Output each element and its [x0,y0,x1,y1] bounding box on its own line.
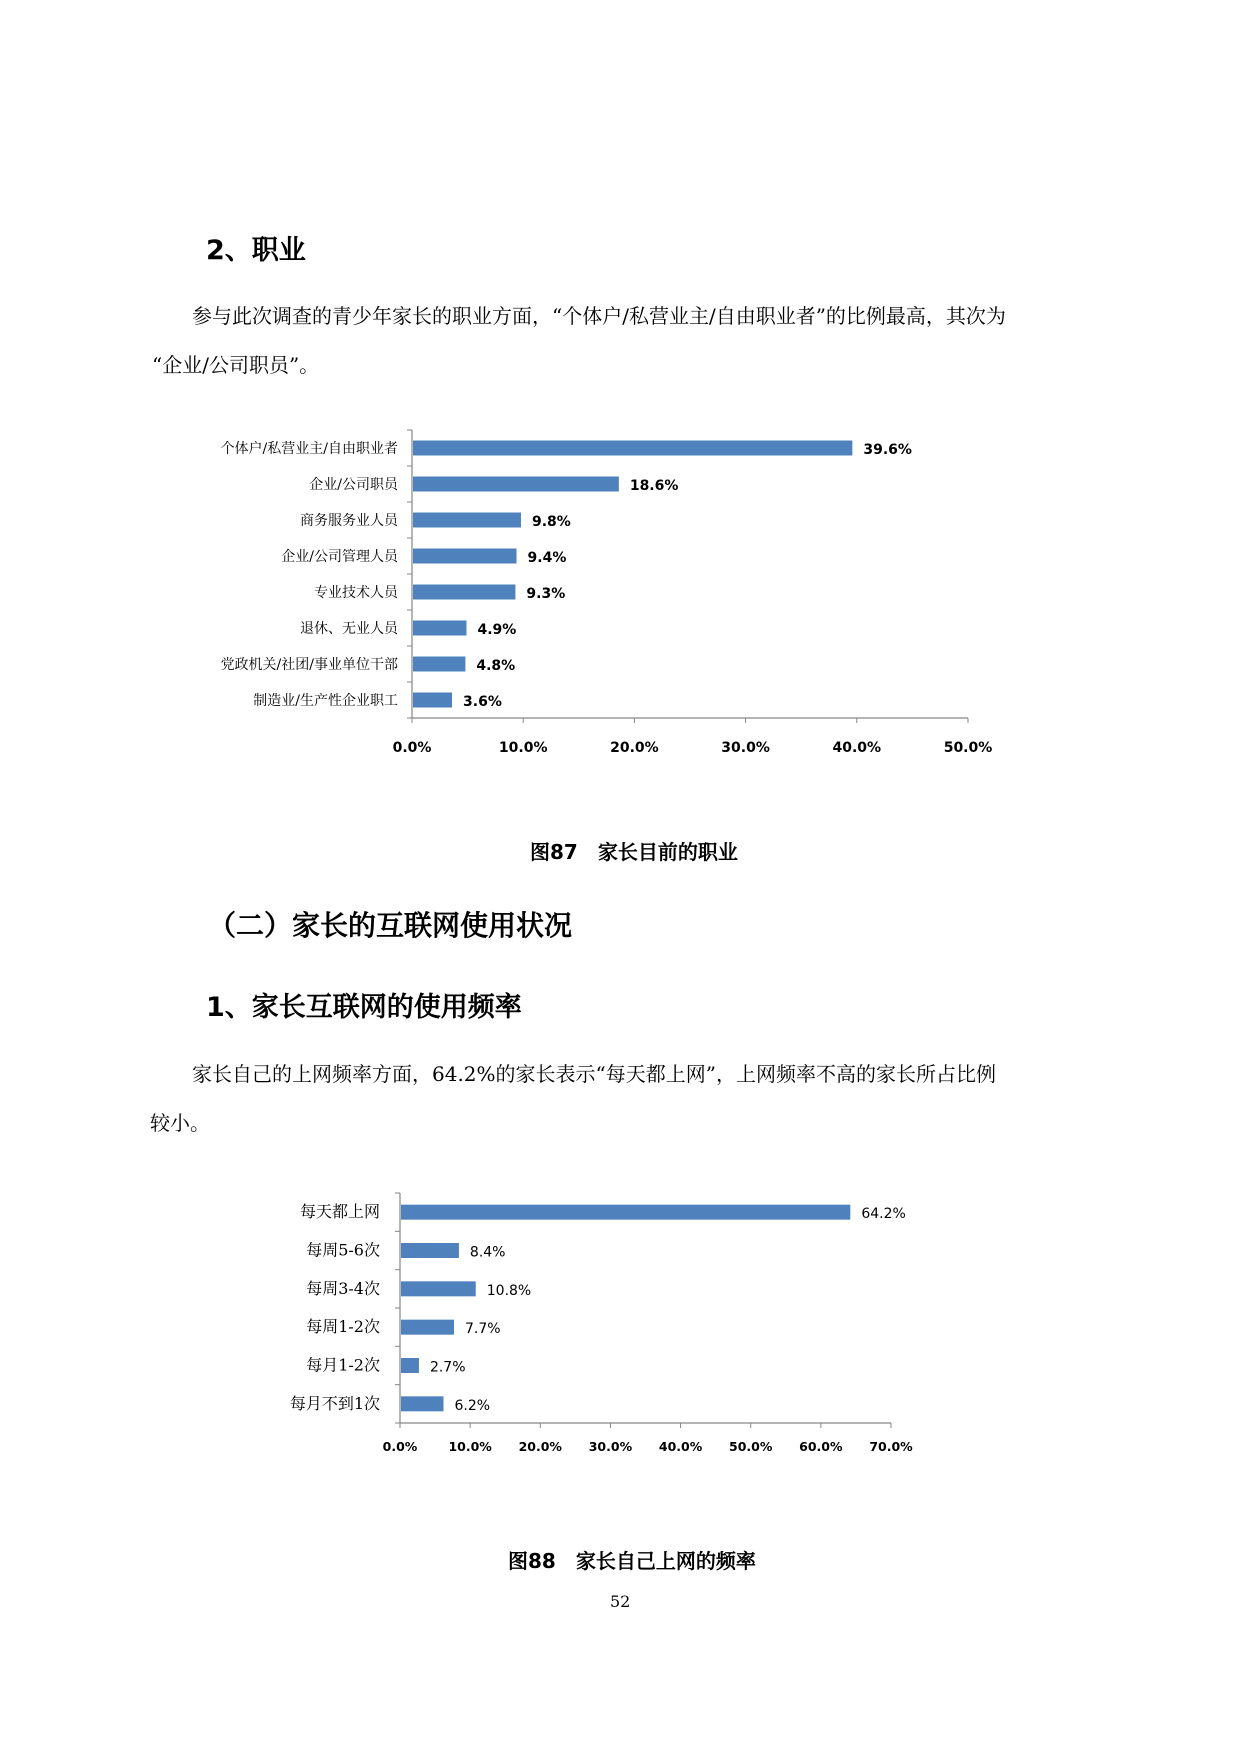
data-label: 4.8% [476,658,516,674]
data-label: 8.4% [469,1244,506,1261]
data-label: 9.3% [526,586,566,602]
category-label: 每周5-6次 [306,1240,380,1260]
x-tick-label: 50.0% [943,740,993,756]
bar [401,1358,419,1373]
data-label: 9.8% [531,514,571,530]
category-label: 每天都上网 [299,1202,380,1222]
data-label: 39.6% [863,442,912,458]
figure-87-caption: 图87 家长目前的职业 [530,840,738,864]
data-label: 64.2% [861,1206,906,1223]
category-label: 商务服务业人员 [300,513,398,529]
section-heading-internet-usage: （二）家长的互联网使用状况 [208,909,573,942]
x-tick-label: 0.0% [392,740,432,756]
occupation-bar-chart [0,420,1240,770]
x-tick-label: 50.0% [729,1439,773,1454]
x-tick-label: 30.0% [588,1439,633,1454]
category-label: 个体户/私营业主/自由职业者 [220,441,398,457]
data-label: 9.4% [527,550,567,566]
category-label: 企业/公司管理人员 [281,549,398,565]
bar [413,657,465,672]
x-tick-label: 0.0% [382,1439,418,1454]
section-heading-usage-frequency: 1、家长互联网的使用频率 [206,992,522,1023]
occupation-paragraph-line2: “企业/公司职员”。 [152,353,320,377]
bar [401,1281,476,1296]
category-label: 退休、无业人员 [300,621,398,637]
category-label: 每周1-2次 [306,1317,380,1337]
x-tick-label: 20.0% [610,740,659,756]
x-tick-label: 30.0% [721,740,770,756]
data-label: 4.9% [477,622,517,638]
x-tick-label: 40.0% [658,1439,703,1454]
data-label: 18.6% [629,478,679,494]
data-label: 7.7% [465,1321,501,1338]
occupation-paragraph-line1: 参与此次调查的青少年家长的职业方面，“个体户/私营业主/自由职业者”的比例最高，其次为 [192,304,1006,328]
bar [413,513,521,528]
usage-frequency-bar-chart [0,1185,1240,1455]
bar [401,1243,459,1258]
bar [413,549,517,564]
data-label: 3.6% [463,694,502,710]
frequency-paragraph-line1: 家长自己的上网频率方面，64.2%的家长表示“每天都上网”，上网频率不高的家长所占比例 [192,1062,996,1086]
x-tick-label: 20.0% [518,1439,562,1454]
bar [401,1320,454,1335]
data-label: 2.7% [429,1359,466,1376]
bar [401,1205,850,1220]
category-label: 每周3-4次 [306,1278,380,1298]
category-label: 每月不到1次 [289,1393,380,1413]
category-label: 专业技术人员 [314,585,398,601]
bar [413,441,852,456]
page-number: 52 [610,1592,631,1611]
x-tick-label: 60.0% [799,1439,843,1454]
section-heading-occupation: 2、职业 [206,235,306,266]
bar [401,1396,443,1411]
category-label: 每月1-2次 [306,1355,380,1375]
x-tick-label: 40.0% [832,740,882,756]
frequency-paragraph-line2: 较小。 [150,1111,210,1135]
data-label: 6.2% [454,1397,491,1414]
bar [413,585,515,600]
bar [413,477,619,492]
category-label: 制造业/生产性企业职工 [253,693,398,709]
bar [413,693,452,708]
x-tick-label: 10.0% [448,1439,492,1454]
figure-88-caption: 图88 家长自己上网的频率 [508,1549,756,1573]
x-tick-label: 70.0% [869,1439,913,1454]
bar [413,621,466,636]
category-label: 企业/公司职员 [309,477,398,493]
data-label: 10.8% [486,1282,532,1299]
x-tick-label: 10.0% [498,740,548,756]
category-label: 党政机关/社团/事业单位干部 [220,657,398,673]
